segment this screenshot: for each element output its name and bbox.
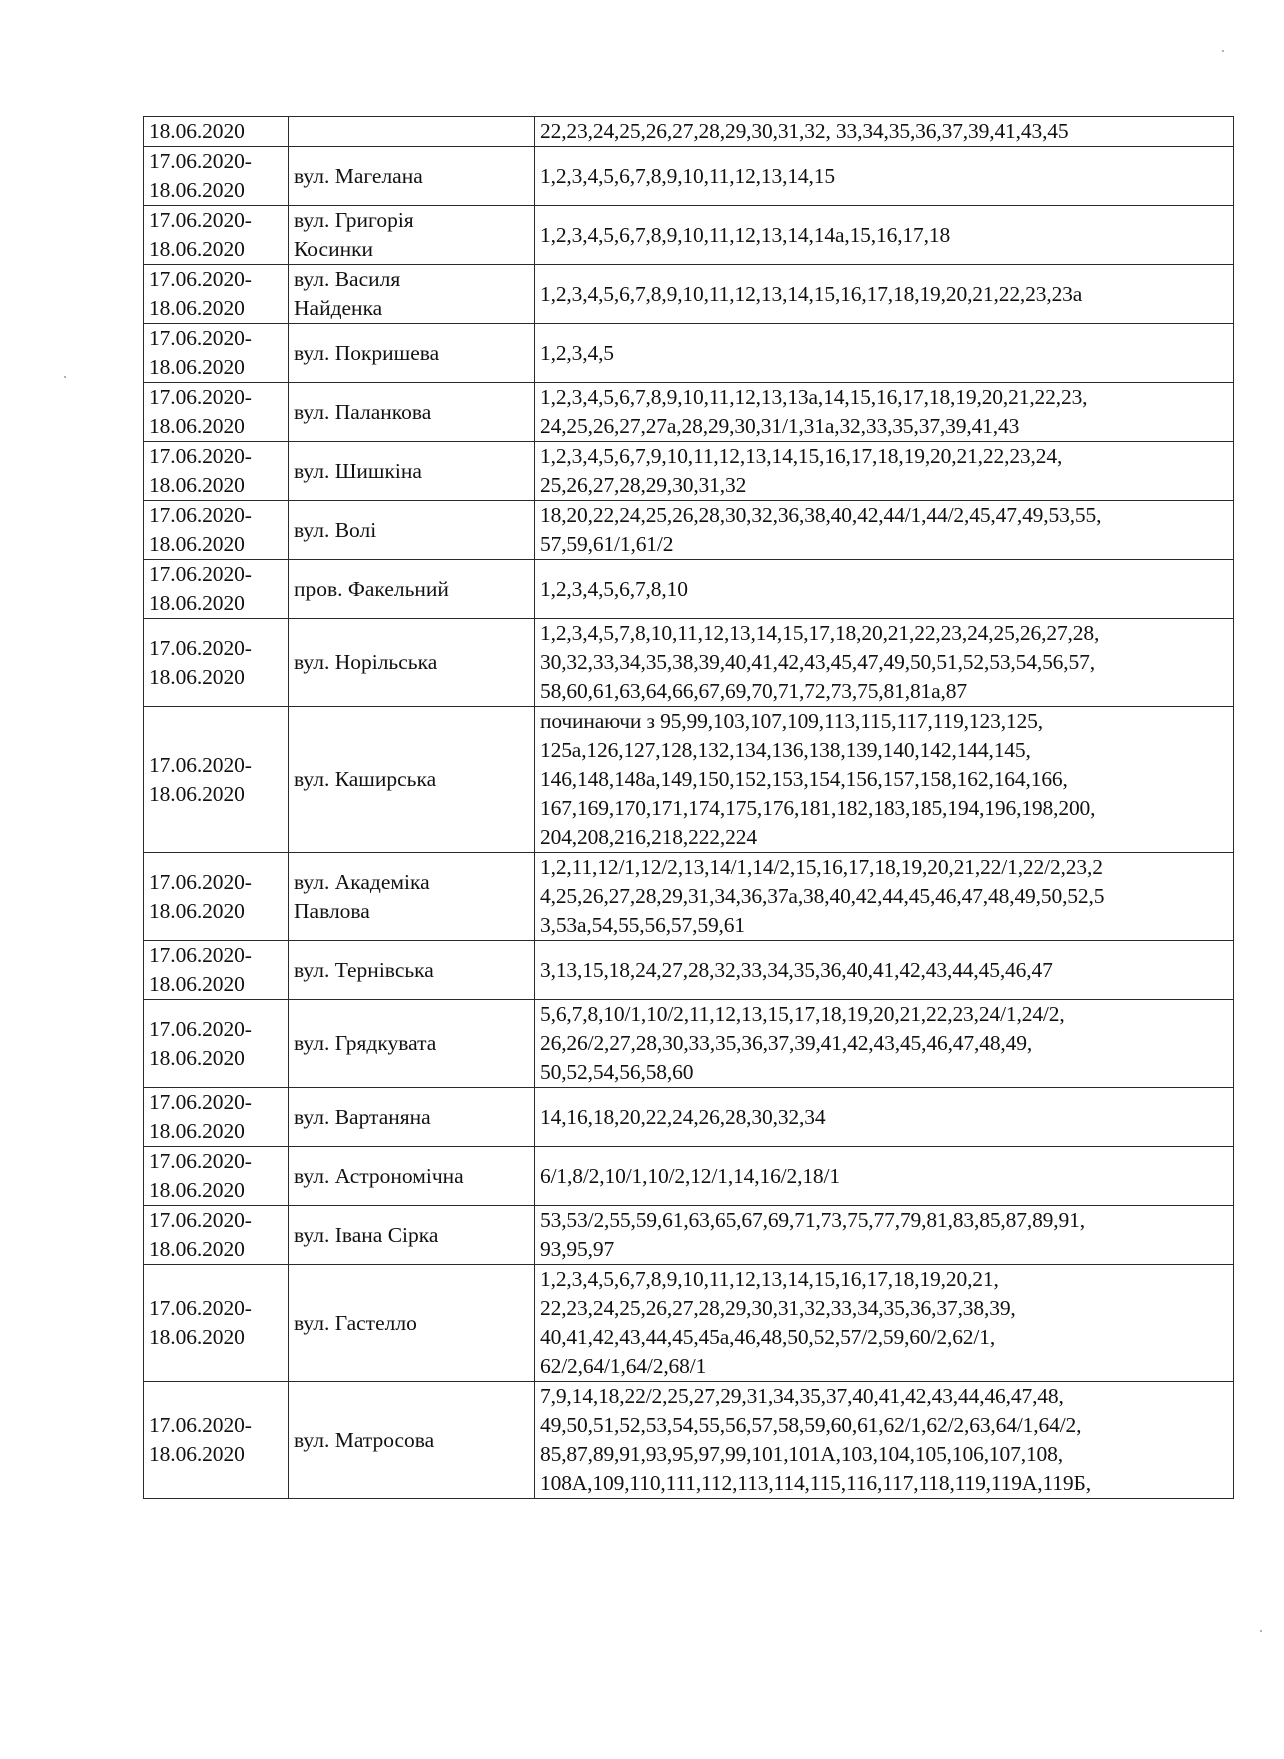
- house-numbers-cell: 1,2,3,4,5: [535, 324, 1234, 383]
- street-cell: вул. Академіка Павлова: [289, 853, 535, 941]
- house-numbers-cell: 6/1,8/2,10/1,10/2,12/1,14,16/2,18/1: [535, 1147, 1234, 1206]
- date-cell: 17.06.2020- 18.06.2020: [144, 442, 289, 501]
- street-cell: вул. Волі: [289, 501, 535, 560]
- street-cell: вул. Каширська: [289, 707, 535, 853]
- house-numbers-cell: 1,2,3,4,5,6,7,8,9,10,11,12,13,14,15: [535, 147, 1234, 206]
- table-row: [144, 324, 1234, 383]
- table-row: [144, 1088, 1234, 1147]
- scan-speck: [1260, 1630, 1262, 1632]
- table-row: [144, 1206, 1234, 1265]
- date-cell: 17.06.2020- 18.06.2020: [144, 1206, 289, 1265]
- street-cell: вул. Матросова: [289, 1382, 535, 1499]
- street-cell: вул. Грядкувата: [289, 1000, 535, 1088]
- house-numbers-cell: 14,16,18,20,22,24,26,28,30,32,34: [535, 1088, 1234, 1147]
- table-row: [144, 383, 1234, 442]
- street-cell: [289, 117, 535, 147]
- street-cell: вул. Астрономічна: [289, 1147, 535, 1206]
- house-numbers-cell: 1,2,3,4,5,6,7,8,9,10,11,12,13,14,15,16,17,18,19,20,21,22,23,23а: [535, 265, 1234, 324]
- house-numbers-cell: 1,2,3,4,5,6,7,9,10,11,12,13,14,15,16,17,18,19,20,21,22,23,24, 25,26,27,28,29,30,31,32: [535, 442, 1234, 501]
- date-cell: 18.06.2020: [144, 117, 289, 147]
- table-row: [144, 1147, 1234, 1206]
- date-cell: 17.06.2020- 18.06.2020: [144, 147, 289, 206]
- date-cell: 17.06.2020- 18.06.2020: [144, 1000, 289, 1088]
- table-row: [144, 117, 1234, 147]
- table-row: [144, 560, 1234, 619]
- table-row: [144, 1265, 1234, 1382]
- street-cell: пров. Факельний: [289, 560, 535, 619]
- table-row: [144, 619, 1234, 707]
- street-cell: вул. Григорія Косинки: [289, 206, 535, 265]
- date-cell: 17.06.2020- 18.06.2020: [144, 383, 289, 442]
- table-row: [144, 501, 1234, 560]
- table-row: [144, 941, 1234, 1000]
- house-numbers-cell: 1,2,3,4,5,6,7,8,10: [535, 560, 1234, 619]
- date-cell: 17.06.2020- 18.06.2020: [144, 853, 289, 941]
- street-cell: вул. Вартаняна: [289, 1088, 535, 1147]
- house-numbers-cell: 1,2,3,4,5,7,8,10,11,12,13,14,15,17,18,20,21,22,23,24,25,26,27,28, 30,32,33,34,35,38,39,40,41,42,43,45,47,49,50,51,52,53,54,56,57, 58,60,61,63,64,66,67,69,70,71,72,73,75,81,81а,87: [535, 619, 1234, 707]
- street-cell: вул. Шишкіна: [289, 442, 535, 501]
- table-row: [144, 265, 1234, 324]
- outage-schedule-table: [143, 116, 1234, 1499]
- date-cell: 17.06.2020- 18.06.2020: [144, 324, 289, 383]
- house-numbers-cell: 7,9,14,18,22/2,25,27,29,31,34,35,37,40,41,42,43,44,46,47,48, 49,50,51,52,53,54,55,56,57,58,59,60,61,62/1,62/2,63,64/1,64/2, 85,87,89,91,93,95,97,99,101,101А,103,104,105,106,107,108, 108А,109,110,111,112,113,114,115,116,117,118,119,119А,119Б,: [535, 1382, 1234, 1499]
- street-cell: вул. Василя Найденка: [289, 265, 535, 324]
- street-cell: вул. Тернівська: [289, 941, 535, 1000]
- house-numbers-cell: 1,2,3,4,5,6,7,8,9,10,11,12,13,14,14а,15,16,17,18: [535, 206, 1234, 265]
- table-row: [144, 147, 1234, 206]
- house-numbers-cell: 53,53/2,55,59,61,63,65,67,69,71,73,75,77,79,81,83,85,87,89,91, 93,95,97: [535, 1206, 1234, 1265]
- street-cell: вул. Норільська: [289, 619, 535, 707]
- date-cell: 17.06.2020- 18.06.2020: [144, 707, 289, 853]
- table-row: [144, 1000, 1234, 1088]
- scan-speck: [1222, 50, 1224, 52]
- table-row: [144, 707, 1234, 853]
- scan-speck: [64, 376, 66, 378]
- table-row: [144, 853, 1234, 941]
- table-row: [144, 442, 1234, 501]
- house-numbers-cell: 1,2,3,4,5,6,7,8,9,10,11,12,13,13а,14,15,16,17,18,19,20,21,22,23, 24,25,26,27,27а,28,29,30,31/1,31а,32,33,35,37,39,41,43: [535, 383, 1234, 442]
- date-cell: 17.06.2020- 18.06.2020: [144, 501, 289, 560]
- table-row: [144, 206, 1234, 265]
- street-cell: вул. Паланкова: [289, 383, 535, 442]
- date-cell: 17.06.2020- 18.06.2020: [144, 265, 289, 324]
- date-cell: 17.06.2020- 18.06.2020: [144, 1382, 289, 1499]
- street-cell: вул. Івана Сірка: [289, 1206, 535, 1265]
- date-cell: 17.06.2020- 18.06.2020: [144, 1265, 289, 1382]
- date-cell: 17.06.2020- 18.06.2020: [144, 941, 289, 1000]
- house-numbers-cell: 22,23,24,25,26,27,28,29,30,31,32, 33,34,35,36,37,39,41,43,45: [535, 117, 1234, 147]
- date-cell: 17.06.2020- 18.06.2020: [144, 560, 289, 619]
- house-numbers-cell: 1,2,3,4,5,6,7,8,9,10,11,12,13,14,15,16,17,18,19,20,21, 22,23,24,25,26,27,28,29,30,31,32,33,34,35,36,37,38,39, 40,41,42,43,44,45,45а,46,48,50,52,57/2,59,60/2,62/1, 62/2,64/1,64/2,68/1: [535, 1265, 1234, 1382]
- date-cell: 17.06.2020- 18.06.2020: [144, 619, 289, 707]
- date-cell: 17.06.2020- 18.06.2020: [144, 206, 289, 265]
- street-cell: вул. Магелана: [289, 147, 535, 206]
- house-numbers-cell: 3,13,15,18,24,27,28,32,33,34,35,36,40,41,42,43,44,45,46,47: [535, 941, 1234, 1000]
- table-body: [144, 117, 1234, 1499]
- table-row: [144, 1382, 1234, 1499]
- date-cell: 17.06.2020- 18.06.2020: [144, 1147, 289, 1206]
- house-numbers-cell: 1,2,11,12/1,12/2,13,14/1,14/2,15,16,17,18,19,20,21,22/1,22/2,23,2 4,25,26,27,28,29,31,34,36,37а,38,40,42,44,45,46,47,48,49,50,52,5 3,53а,54,55,56,57,59,61: [535, 853, 1234, 941]
- street-cell: вул. Гастелло: [289, 1265, 535, 1382]
- street-cell: вул. Покришева: [289, 324, 535, 383]
- date-cell: 17.06.2020- 18.06.2020: [144, 1088, 289, 1147]
- house-numbers-cell: 18,20,22,24,25,26,28,30,32,36,38,40,42,44/1,44/2,45,47,49,53,55, 57,59,61/1,61/2: [535, 501, 1234, 560]
- house-numbers-cell: 5,6,7,8,10/1,10/2,11,12,13,15,17,18,19,20,21,22,23,24/1,24/2, 26,26/2,27,28,30,33,35,36,37,39,41,42,43,45,46,47,48,49, 50,52,54,56,58,60: [535, 1000, 1234, 1088]
- house-numbers-cell: починаючи з 95,99,103,107,109,113,115,117,119,123,125, 125а,126,127,128,132,134,136,138,139,140,142,144,145, 146,148,148а,149,150,152,153,154,156,157,158,162,164,166, 167,169,170,171,174,175,176,181,182,183,185,194,196,198,200, 204,208,216,218,222,224: [535, 707, 1234, 853]
